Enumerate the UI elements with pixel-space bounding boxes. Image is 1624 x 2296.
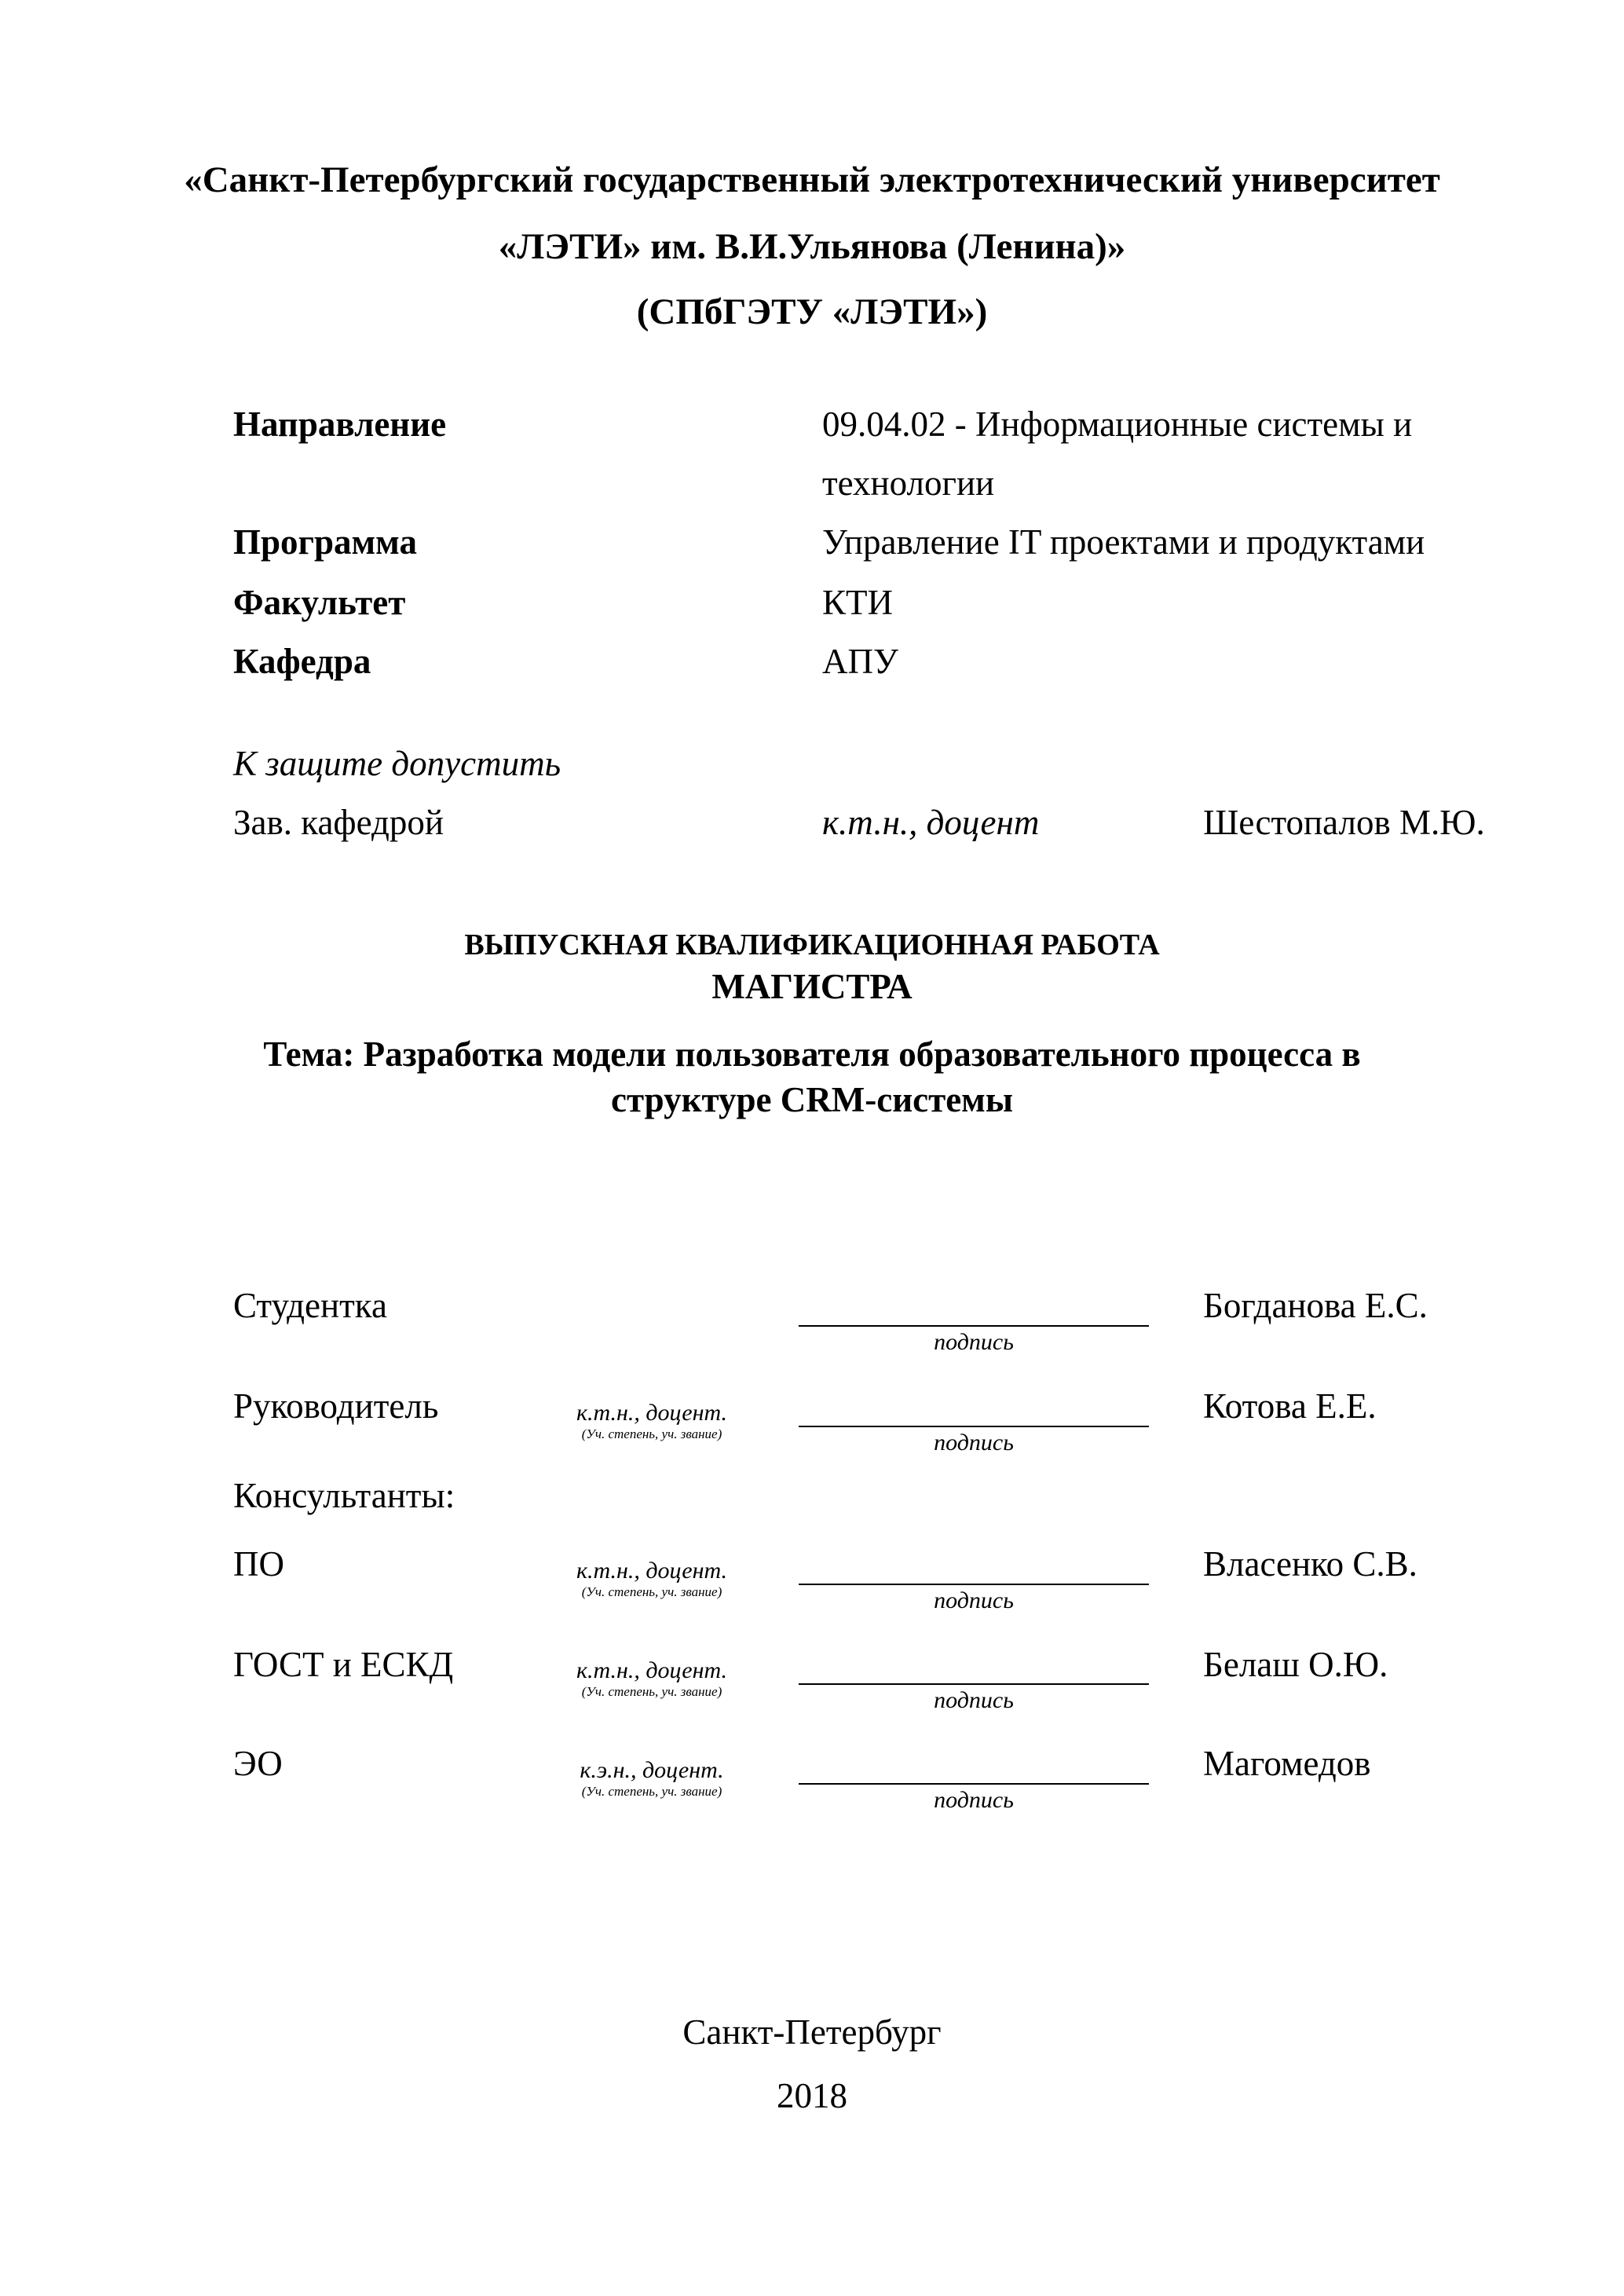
department-label: Кафедра bbox=[233, 642, 371, 681]
signature-caption: подпись bbox=[934, 1329, 1014, 1355]
consultant-po-name: Власенко С.В. bbox=[1203, 1544, 1417, 1584]
degree-caption: (Уч. степень, уч. звание) bbox=[581, 1784, 722, 1799]
consultant-eo-name: Магомедов bbox=[1203, 1744, 1371, 1783]
topic-line2: структуре CRM-системы bbox=[611, 1080, 1013, 1119]
direction-label: Направление bbox=[233, 405, 447, 444]
degree-text: к.т.н., доцент. bbox=[576, 1558, 728, 1584]
degree-text: к.э.н., доцент. bbox=[580, 1757, 724, 1783]
program-label: Программа bbox=[233, 522, 417, 562]
degree-text: к.т.н., доцент. bbox=[576, 1657, 728, 1683]
faculty-value: КТИ bbox=[822, 583, 893, 622]
degree-caption: (Уч. степень, уч. звание) bbox=[581, 1584, 722, 1599]
consultant-gost-name: Белаш О.Ю. bbox=[1203, 1645, 1388, 1684]
university-abbrev: (СПбГЭТУ «ЛЭТИ») bbox=[636, 291, 988, 332]
consultant-gost-degree bbox=[542, 1657, 762, 1700]
supervisor-name: Котова Е.Е. bbox=[1203, 1386, 1377, 1426]
consultant-po-signature-line bbox=[799, 1584, 1149, 1617]
consultant-eo-role: ЭО bbox=[233, 1744, 283, 1783]
supervisor-degree bbox=[542, 1400, 762, 1442]
supervisor-signature-line bbox=[799, 1426, 1149, 1459]
direction-value: 09.04.02 - Информационные системы и bbox=[822, 405, 1413, 444]
topic-line1: Тема: Разработка модели пользователя образовательного процесса в bbox=[263, 1034, 1361, 1074]
consultant-po-degree bbox=[542, 1558, 762, 1600]
student-role: Студентка bbox=[233, 1286, 387, 1325]
department-value: АПУ bbox=[822, 642, 898, 681]
university-name-line1: «Санкт-Петербургский государственный электротехнический университет bbox=[184, 159, 1440, 200]
university-name-line2: «ЛЭТИ» им. В.И.Ульянова (Ленина)» bbox=[498, 226, 1126, 267]
degree-caption: (Уч. степень, уч. звание) bbox=[581, 1426, 722, 1441]
footer-city: Санкт-Петербург bbox=[682, 2012, 942, 2052]
work-type: ВЫПУСКНАЯ КВАЛИФИКАЦИОННАЯ РАБОТА bbox=[464, 928, 1160, 961]
student-name: Богданова Е.С. bbox=[1203, 1286, 1428, 1325]
admission-title: К защите допустить bbox=[233, 744, 561, 783]
direction-value-cont: технологии bbox=[822, 463, 995, 503]
degree-text: к.т.н., доцент. bbox=[576, 1400, 728, 1426]
consultant-eo-degree bbox=[542, 1757, 762, 1800]
consultant-po-role: ПО bbox=[233, 1544, 284, 1584]
signature-caption: подпись bbox=[934, 1430, 1014, 1456]
degree-caption: (Уч. степень, уч. звание) bbox=[581, 1684, 722, 1699]
supervisor-role: Руководитель bbox=[233, 1386, 439, 1426]
program-value: Управление IT проектами и продуктами bbox=[822, 522, 1425, 562]
signature-caption: подпись bbox=[934, 1787, 1014, 1813]
consultant-eo-signature-line bbox=[799, 1783, 1149, 1816]
signature-caption: подпись bbox=[934, 1587, 1014, 1613]
footer-year: 2018 bbox=[777, 2076, 847, 2115]
consultant-gost-role: ГОСТ и ЕСКД bbox=[233, 1645, 454, 1684]
head-degree: к.т.н., доцент bbox=[822, 803, 1040, 842]
head-of-department-label: Зав. кафедрой bbox=[233, 803, 444, 842]
faculty-label: Факультет bbox=[233, 583, 406, 622]
student-signature-line bbox=[799, 1325, 1149, 1358]
consultant-gost-signature-line bbox=[799, 1683, 1149, 1716]
signature-caption: подпись bbox=[934, 1687, 1014, 1713]
head-name: Шестопалов М.Ю. bbox=[1203, 803, 1485, 842]
consultants-label: Консультанты: bbox=[233, 1476, 455, 1515]
work-level: МАГИСТРА bbox=[711, 967, 913, 1006]
